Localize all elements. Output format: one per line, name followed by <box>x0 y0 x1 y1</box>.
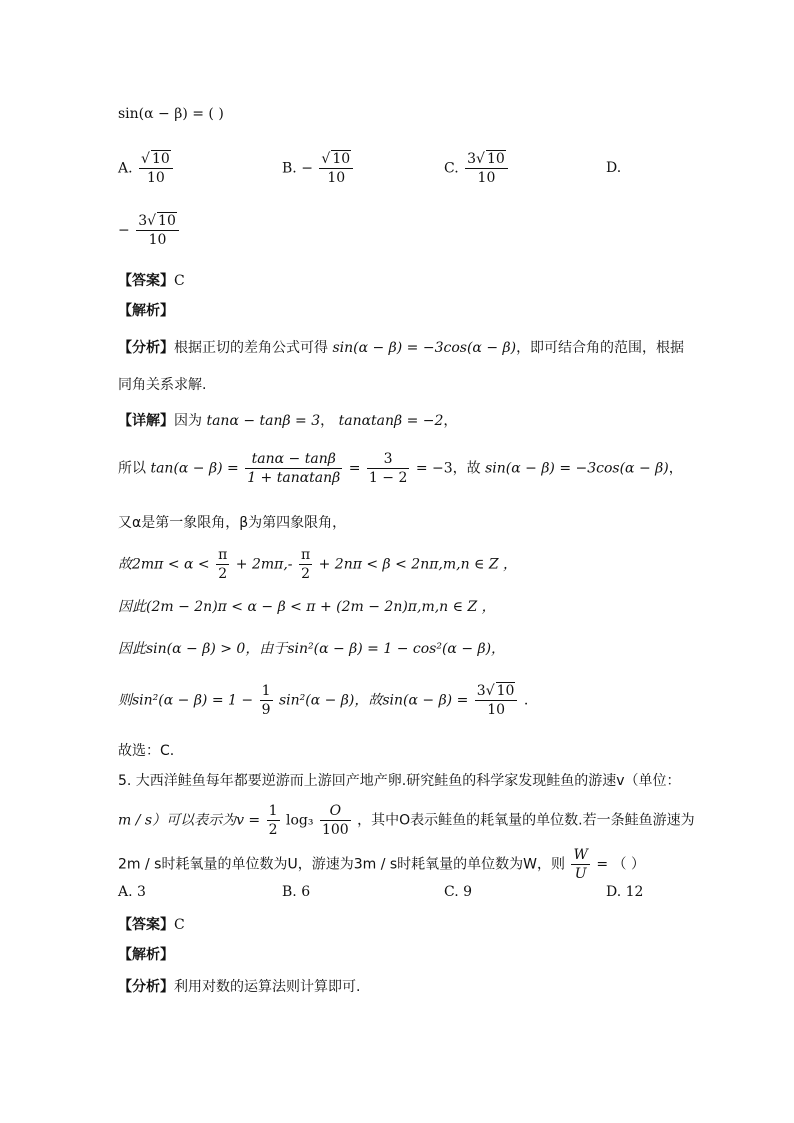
fraction: $\frac{O}{100}$ <box>321 803 349 838</box>
fraction: $\frac{W}{U}$ <box>573 847 588 882</box>
q4-option-d-label: D. <box>606 160 622 176</box>
q5-option-b: B. 6 <box>282 884 311 900</box>
q4-option-c: C. $\frac{3√ 10}{10}$ <box>444 150 510 187</box>
q4-fenxi-cont: 同角关系求解. <box>118 377 207 393</box>
sqrt-sign: √ 10 <box>141 151 170 167</box>
fraction: $\frac{3}{1 - 2}$ <box>368 451 408 486</box>
q4-range-1: 故2mπ < α < $\frac{\pi}{2}$ + 2mπ,- $\frac{\pi}{2}$ + 2nπ < β < 2nπ,m,n ∈ Z ， <box>118 547 518 582</box>
fraction: $\frac{√ 10}{10}$ <box>139 150 173 187</box>
sqrt-sign: √ 10 <box>321 151 351 167</box>
q4-option-a: A. $\frac{√ 10}{10}$ <box>118 150 175 187</box>
fraction: $\frac{\pi}{2}$ <box>218 547 228 582</box>
fraction: $\frac{1}{2}$ <box>268 803 278 838</box>
q4-range-2: 因此(2m − 2n)π < α − β < π + (2m − 2n)π,m,n ∈ Z ， <box>118 599 496 615</box>
q4-then: 则sin²(α − β) = 1 − $\frac{1}{9}$ sin²(α − β)，故sin(α − β) = $\frac{3√ 10}{10}$ . <box>118 683 529 718</box>
q4-answer: 【答案】C <box>118 273 185 289</box>
q5-fenxi: 【分析】利用对数的运算法则计算即可. <box>118 979 361 995</box>
fraction: $\frac{1}{9}$ <box>261 683 271 718</box>
q5-answer: 【答案】C <box>118 917 185 933</box>
sqrt-sign: √ 10 <box>476 151 505 167</box>
sqrt-sign: √ 10 <box>147 213 176 229</box>
q5-analysis-tag: 【解析】 <box>118 947 174 963</box>
q4-option-b: B. − $\frac{√ 10}{10}$ <box>282 150 355 187</box>
q5-stem-line-3: 2m / s时耗氧量的单位数为U，游速为3m / s时耗氧量的单位数为W，则 $\frac{W}{U}$ = （ ） <box>118 847 645 882</box>
fraction: $\frac{\pi}{2}$ <box>300 547 311 582</box>
sqrt-sign: √ 10 <box>485 683 515 699</box>
fraction: $\frac{3√ 10}{10}$ <box>465 150 508 187</box>
q4-option-d-value: − $\frac{3√ 10}{10}$ <box>118 212 181 249</box>
q5-option-d: D. 12 <box>606 884 644 900</box>
q4-stem-end: sin(α − β) = ( ) <box>118 106 224 122</box>
fraction: $\frac{3√ 10}{10}$ <box>475 682 518 719</box>
fraction: $\frac{3√ 10}{10}$ <box>136 212 179 249</box>
q5-stem-line-1: 5. 大西洋鲑鱼每年都要逆游而上游回产地产卵.研究鲑鱼的科学家发现鲑鱼的游速v（单位： <box>118 773 681 789</box>
q4-analysis-tag: 【解析】 <box>118 303 174 319</box>
q5-option-a: A. 3 <box>118 884 146 900</box>
q4-choose: 故选：C. <box>118 743 175 759</box>
q4-detail: 【详解】因为 tanα − tanβ = 3， tanαtanβ = −2， <box>118 413 458 429</box>
q5-option-c: C. 9 <box>444 884 473 900</box>
fraction: $\frac{\tan\alpha - \tan\beta}{1 + \tan\alpha\tan\beta}$ <box>247 451 341 486</box>
q4-quadrant: 又α是第一象限角，β为第四象限角， <box>118 515 347 531</box>
q4-fenxi: 【分析】根据正切的差角公式可得 sin(α − β) = −3cos(α − β)，即可结合角的范围，根据 <box>118 340 685 356</box>
q4-so-line: 所以 tan(α − β) = $\frac{\tan\alpha - \tan\beta}{1 + \tan\alpha\tan\beta}$ = $\frac{3}{1 - 2}$ = −3，故 sin(α − β) = −3cos(α − β)， <box>118 451 683 486</box>
q4-positive: 因此sin(α − β) > 0，由于sin²(α − β) = 1 − cos²(α − β)， <box>118 641 506 657</box>
fraction: $\frac{√ 10}{10}$ <box>319 150 353 187</box>
q5-stem-line-2: m / s）可以表示为v = $\frac{1}{2}$ log₃ $\frac{O}{100}$ ，其中O表示鲑鱼的耗氧量的单位数.若一条鲑鱼游速为 <box>118 803 695 838</box>
